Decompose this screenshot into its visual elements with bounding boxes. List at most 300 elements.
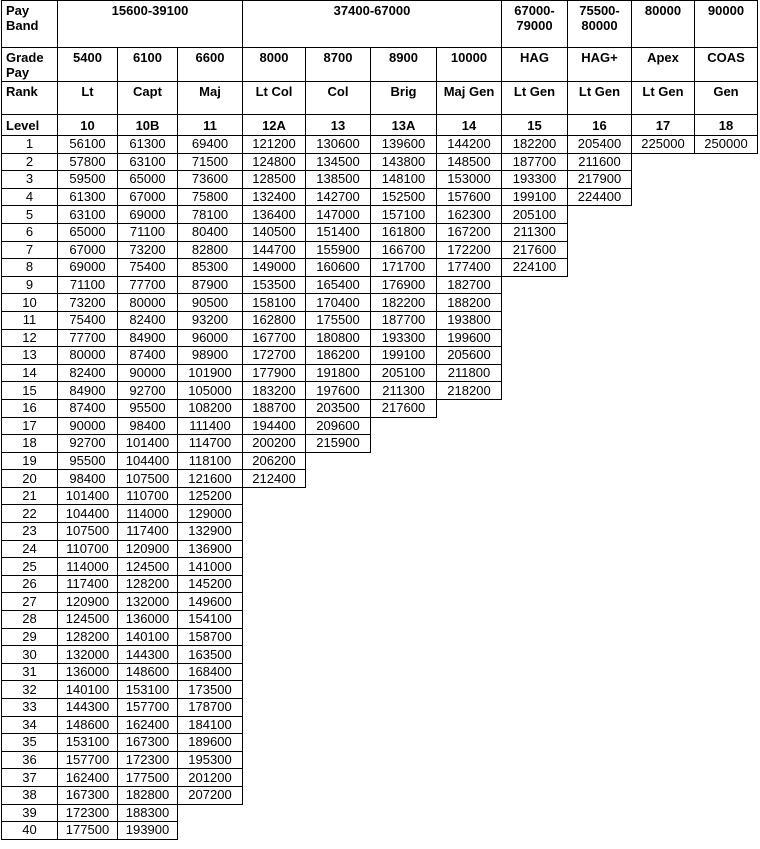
pay-cell: 152500 [371, 188, 437, 206]
empty-cell [243, 523, 306, 541]
empty-cell [632, 804, 695, 822]
table-row [2, 716, 758, 734]
pay-cell: 207200 [178, 786, 243, 804]
pay-cell: 225000 [632, 136, 695, 154]
empty-cell [632, 734, 695, 752]
table-row [2, 751, 758, 769]
row-index: 37 [2, 769, 58, 787]
pay-cell: 105000 [178, 382, 243, 400]
empty-cell [695, 646, 758, 664]
empty-cell [306, 663, 371, 681]
empty-cell [243, 822, 306, 840]
empty-cell [632, 540, 695, 558]
level-header: 18 [695, 115, 758, 136]
empty-cell [502, 399, 568, 417]
pay-cell: 90000 [58, 417, 118, 435]
pay-cell: 130600 [306, 136, 371, 154]
empty-cell [502, 505, 568, 523]
empty-cell [243, 769, 306, 787]
row-index: 28 [2, 611, 58, 629]
empty-cell [632, 663, 695, 681]
pay-cell: 128200 [58, 628, 118, 646]
empty-cell [371, 593, 437, 611]
empty-cell [568, 364, 632, 382]
pay-cell: 144300 [118, 646, 178, 664]
empty-cell [502, 311, 568, 329]
pay-cell: 193300 [371, 329, 437, 347]
empty-cell [306, 593, 371, 611]
empty-cell [371, 681, 437, 699]
empty-cell [632, 593, 695, 611]
pay-cell: 125200 [178, 487, 243, 505]
pay-cell: 136900 [178, 540, 243, 558]
empty-cell [632, 311, 695, 329]
empty-cell [306, 487, 371, 505]
table-row [2, 699, 758, 717]
empty-cell [502, 487, 568, 505]
pay-cell: 184100 [178, 716, 243, 734]
empty-cell [243, 681, 306, 699]
row-index: 7 [2, 241, 58, 259]
row-index: 17 [2, 417, 58, 435]
empty-cell [502, 786, 568, 804]
empty-cell [371, 558, 437, 576]
pay-cell: 124500 [58, 611, 118, 629]
empty-cell [437, 716, 502, 734]
table-row [2, 435, 758, 453]
pay-cell: 163500 [178, 646, 243, 664]
empty-cell [695, 628, 758, 646]
empty-cell [502, 628, 568, 646]
empty-cell [306, 699, 371, 717]
rank-header: Lt Gen [632, 82, 695, 115]
empty-cell [695, 276, 758, 294]
rank-header: Maj Gen [437, 82, 502, 115]
pay-cell: 168400 [178, 663, 243, 681]
table-row [2, 663, 758, 681]
empty-cell [437, 751, 502, 769]
pay-cell: 87400 [58, 399, 118, 417]
pay-cell: 148600 [58, 716, 118, 734]
empty-cell [568, 611, 632, 629]
empty-cell [502, 699, 568, 717]
empty-cell [695, 487, 758, 505]
pay-cell: 82400 [58, 364, 118, 382]
empty-cell [568, 294, 632, 312]
empty-cell [695, 822, 758, 840]
pay-cell: 107500 [118, 470, 178, 488]
pay-cell: 153100 [118, 681, 178, 699]
empty-cell [437, 452, 502, 470]
rank-header: Gen [695, 82, 758, 115]
empty-cell [306, 786, 371, 804]
empty-cell [695, 294, 758, 312]
empty-cell [437, 769, 502, 787]
grade-pay-header: 8700 [306, 48, 371, 82]
level-row [2, 115, 758, 136]
pay-cell: 172300 [58, 804, 118, 822]
row-index: 34 [2, 716, 58, 734]
empty-cell [568, 311, 632, 329]
empty-cell [306, 751, 371, 769]
pay-cell: 87900 [178, 276, 243, 294]
empty-cell [695, 505, 758, 523]
pay-cell: 158700 [178, 628, 243, 646]
pay-cell: 148600 [118, 663, 178, 681]
empty-cell [243, 593, 306, 611]
pay-cell: 114000 [58, 558, 118, 576]
empty-cell [437, 663, 502, 681]
empty-cell [695, 751, 758, 769]
pay-cell: 73600 [178, 171, 243, 189]
empty-cell [243, 646, 306, 664]
pay-cell: 121200 [243, 136, 306, 154]
pay-cell: 114000 [118, 505, 178, 523]
grade-pay-header: HAG [502, 48, 568, 82]
pay-cell: 188700 [243, 399, 306, 417]
pay-cell: 92700 [58, 435, 118, 453]
pay-cell: 111400 [178, 417, 243, 435]
table-row [2, 593, 758, 611]
pay-band-header: 67000-79000 [502, 1, 568, 48]
pay-cell: 217600 [371, 399, 437, 417]
pay-cell: 165400 [306, 276, 371, 294]
pay-cell: 195300 [178, 751, 243, 769]
pay-cell: 154100 [178, 611, 243, 629]
empty-cell [632, 822, 695, 840]
empty-cell [568, 663, 632, 681]
empty-cell [371, 470, 437, 488]
pay-cell: 144200 [437, 136, 502, 154]
empty-cell [568, 505, 632, 523]
empty-cell [502, 329, 568, 347]
empty-cell [568, 751, 632, 769]
pay-cell: 67000 [58, 241, 118, 259]
table-row [2, 382, 758, 400]
pay-cell: 136400 [243, 206, 306, 224]
empty-cell [437, 786, 502, 804]
pay-band-header: 90000 [695, 1, 758, 48]
pay-cell: 110700 [118, 487, 178, 505]
pay-cell: 65000 [58, 223, 118, 241]
empty-cell [632, 294, 695, 312]
empty-cell [568, 804, 632, 822]
pay-cell: 217600 [502, 241, 568, 259]
pay-cell: 177400 [437, 259, 502, 277]
pay-cell: 132900 [178, 523, 243, 541]
table-row [2, 575, 758, 593]
row-index: 6 [2, 223, 58, 241]
empty-cell [695, 786, 758, 804]
pay-cell: 93200 [178, 311, 243, 329]
empty-cell [632, 171, 695, 189]
pay-cell: 182800 [118, 786, 178, 804]
grade-pay-header: Apex [632, 48, 695, 82]
grade-pay-header: 8900 [371, 48, 437, 82]
empty-cell [568, 329, 632, 347]
empty-cell [568, 822, 632, 840]
pay-cell: 167700 [243, 329, 306, 347]
pay-cell: 124500 [118, 558, 178, 576]
empty-cell [568, 575, 632, 593]
empty-cell [568, 540, 632, 558]
pay-cell: 95500 [118, 399, 178, 417]
empty-cell [502, 716, 568, 734]
pay-cell: 118100 [178, 452, 243, 470]
empty-cell [632, 558, 695, 576]
pay-cell: 90000 [118, 364, 178, 382]
table-row [2, 294, 758, 312]
empty-cell [437, 734, 502, 752]
pay-cell: 149000 [243, 259, 306, 277]
pay-cell: 197600 [306, 382, 371, 400]
table-row [2, 347, 758, 365]
empty-cell [568, 347, 632, 365]
empty-cell [502, 769, 568, 787]
rank-header: Lt [58, 82, 118, 115]
pay-cell: 80400 [178, 223, 243, 241]
row-index: 26 [2, 575, 58, 593]
pay-cell: 166700 [371, 241, 437, 259]
empty-cell [568, 382, 632, 400]
pay-band-header: 80000 [632, 1, 695, 48]
pay-cell: 162400 [118, 716, 178, 734]
rank-header: Lt Col [243, 82, 306, 115]
pay-cell: 98900 [178, 347, 243, 365]
empty-cell [695, 699, 758, 717]
pay-cell: 175500 [306, 311, 371, 329]
pay-cell: 183200 [243, 382, 306, 400]
pay-cell: 121600 [178, 470, 243, 488]
table-row [2, 804, 758, 822]
empty-cell [568, 417, 632, 435]
pay-cell: 101900 [178, 364, 243, 382]
empty-cell [695, 611, 758, 629]
empty-cell [568, 699, 632, 717]
level-header: 17 [632, 115, 695, 136]
row-index: 21 [2, 487, 58, 505]
grade-pay-header: HAG+ [568, 48, 632, 82]
empty-cell [695, 575, 758, 593]
row-index: 38 [2, 786, 58, 804]
empty-cell [371, 487, 437, 505]
empty-cell [437, 505, 502, 523]
pay-cell: 161800 [371, 223, 437, 241]
empty-cell [371, 822, 437, 840]
row-index: 1 [2, 136, 58, 154]
pay-cell: 211300 [502, 223, 568, 241]
pay-cell: 209600 [306, 417, 371, 435]
pay-cell: 138500 [306, 171, 371, 189]
grade-pay-row [2, 48, 758, 82]
empty-cell [632, 452, 695, 470]
pay-cell: 71100 [118, 223, 178, 241]
empty-cell [306, 681, 371, 699]
pay-cell: 205100 [502, 206, 568, 224]
rank-row [2, 82, 758, 115]
pay-cell: 87400 [118, 347, 178, 365]
pay-cell: 63100 [118, 153, 178, 171]
empty-cell [243, 628, 306, 646]
pay-cell: 104400 [58, 505, 118, 523]
empty-cell [502, 593, 568, 611]
pay-cell: 217900 [568, 171, 632, 189]
empty-cell [371, 769, 437, 787]
empty-cell [695, 417, 758, 435]
empty-cell [695, 382, 758, 400]
pay-cell: 199100 [371, 347, 437, 365]
rank-label: Rank [2, 82, 58, 115]
pay-cell: 171700 [371, 259, 437, 277]
empty-cell [695, 206, 758, 224]
empty-cell [568, 716, 632, 734]
grade-pay-header: 6600 [178, 48, 243, 82]
pay-cell: 141000 [178, 558, 243, 576]
empty-cell [371, 505, 437, 523]
empty-cell [437, 487, 502, 505]
empty-cell [568, 523, 632, 541]
empty-cell [306, 769, 371, 787]
empty-cell [502, 734, 568, 752]
empty-cell [695, 558, 758, 576]
row-index: 18 [2, 435, 58, 453]
pay-cell: 84900 [58, 382, 118, 400]
pay-cell: 129000 [178, 505, 243, 523]
pay-cell: 250000 [695, 136, 758, 154]
rank-header: Lt Gen [568, 82, 632, 115]
empty-cell [502, 822, 568, 840]
pay-cell: 211600 [568, 153, 632, 171]
pay-cell: 120900 [58, 593, 118, 611]
empty-cell [371, 611, 437, 629]
pay-cell: 177900 [243, 364, 306, 382]
row-index: 39 [2, 804, 58, 822]
empty-cell [695, 364, 758, 382]
pay-cell: 56100 [58, 136, 118, 154]
grade-pay-header: COAS [695, 48, 758, 82]
empty-cell [243, 699, 306, 717]
empty-cell [371, 523, 437, 541]
pay-cell: 110700 [58, 540, 118, 558]
pay-cell: 173500 [178, 681, 243, 699]
empty-cell [306, 452, 371, 470]
pay-cell: 203500 [306, 399, 371, 417]
pay-cell: 77700 [118, 276, 178, 294]
row-index: 5 [2, 206, 58, 224]
pay-cell: 205400 [568, 136, 632, 154]
table-row [2, 223, 758, 241]
empty-cell [695, 399, 758, 417]
empty-cell [568, 646, 632, 664]
empty-cell [243, 663, 306, 681]
row-index: 16 [2, 399, 58, 417]
empty-cell [306, 734, 371, 752]
row-index: 27 [2, 593, 58, 611]
row-index: 13 [2, 347, 58, 365]
empty-cell [695, 223, 758, 241]
pay-cell: 180800 [306, 329, 371, 347]
empty-cell [502, 452, 568, 470]
empty-cell [306, 558, 371, 576]
empty-cell [632, 259, 695, 277]
pay-cell: 155900 [306, 241, 371, 259]
row-index: 29 [2, 628, 58, 646]
empty-cell [437, 399, 502, 417]
empty-cell [371, 575, 437, 593]
table-row [2, 276, 758, 294]
empty-cell [632, 646, 695, 664]
pay-cell: 187700 [502, 153, 568, 171]
pay-cell: 182200 [371, 294, 437, 312]
pay-cell: 140100 [58, 681, 118, 699]
pay-cell: 59500 [58, 171, 118, 189]
empty-cell [632, 628, 695, 646]
row-index: 31 [2, 663, 58, 681]
empty-cell [502, 364, 568, 382]
empty-cell [437, 558, 502, 576]
pay-cell: 224100 [502, 259, 568, 277]
pay-cell: 167300 [118, 734, 178, 752]
empty-cell [437, 804, 502, 822]
empty-cell [568, 223, 632, 241]
pay-cell: 200200 [243, 435, 306, 453]
empty-cell [632, 223, 695, 241]
empty-cell [371, 628, 437, 646]
row-index: 11 [2, 311, 58, 329]
level-header: 13A [371, 115, 437, 136]
empty-cell [437, 575, 502, 593]
pay-cell: 153100 [58, 734, 118, 752]
empty-cell [243, 786, 306, 804]
pay-cell: 142700 [306, 188, 371, 206]
empty-cell [632, 716, 695, 734]
empty-cell [306, 804, 371, 822]
pay-cell: 170400 [306, 294, 371, 312]
pay-cell: 205600 [437, 347, 502, 365]
pay-cell: 148500 [437, 153, 502, 171]
empty-cell [632, 435, 695, 453]
table-row [2, 417, 758, 435]
table-row [2, 311, 758, 329]
pay-cell: 157700 [118, 699, 178, 717]
empty-cell [437, 699, 502, 717]
pay-cell: 188200 [437, 294, 502, 312]
empty-cell [371, 663, 437, 681]
pay-cell: 139600 [371, 136, 437, 154]
grade-pay-label: Grade Pay [2, 48, 58, 82]
table-row [2, 628, 758, 646]
pay-cell: 212400 [243, 470, 306, 488]
pay-cell: 104400 [118, 452, 178, 470]
empty-cell [437, 646, 502, 664]
empty-cell [243, 716, 306, 734]
empty-cell [371, 452, 437, 470]
empty-cell [568, 734, 632, 752]
row-index: 4 [2, 188, 58, 206]
table-row [2, 611, 758, 629]
pay-cell: 80000 [118, 294, 178, 312]
empty-cell [502, 470, 568, 488]
empty-cell [632, 611, 695, 629]
pay-cell: 82800 [178, 241, 243, 259]
empty-cell [502, 540, 568, 558]
pay-cell: 191800 [306, 364, 371, 382]
pay-cell: 136000 [118, 611, 178, 629]
pay-cell: 167300 [58, 786, 118, 804]
empty-cell [502, 575, 568, 593]
empty-cell [632, 523, 695, 541]
pay-cell: 57800 [58, 153, 118, 171]
